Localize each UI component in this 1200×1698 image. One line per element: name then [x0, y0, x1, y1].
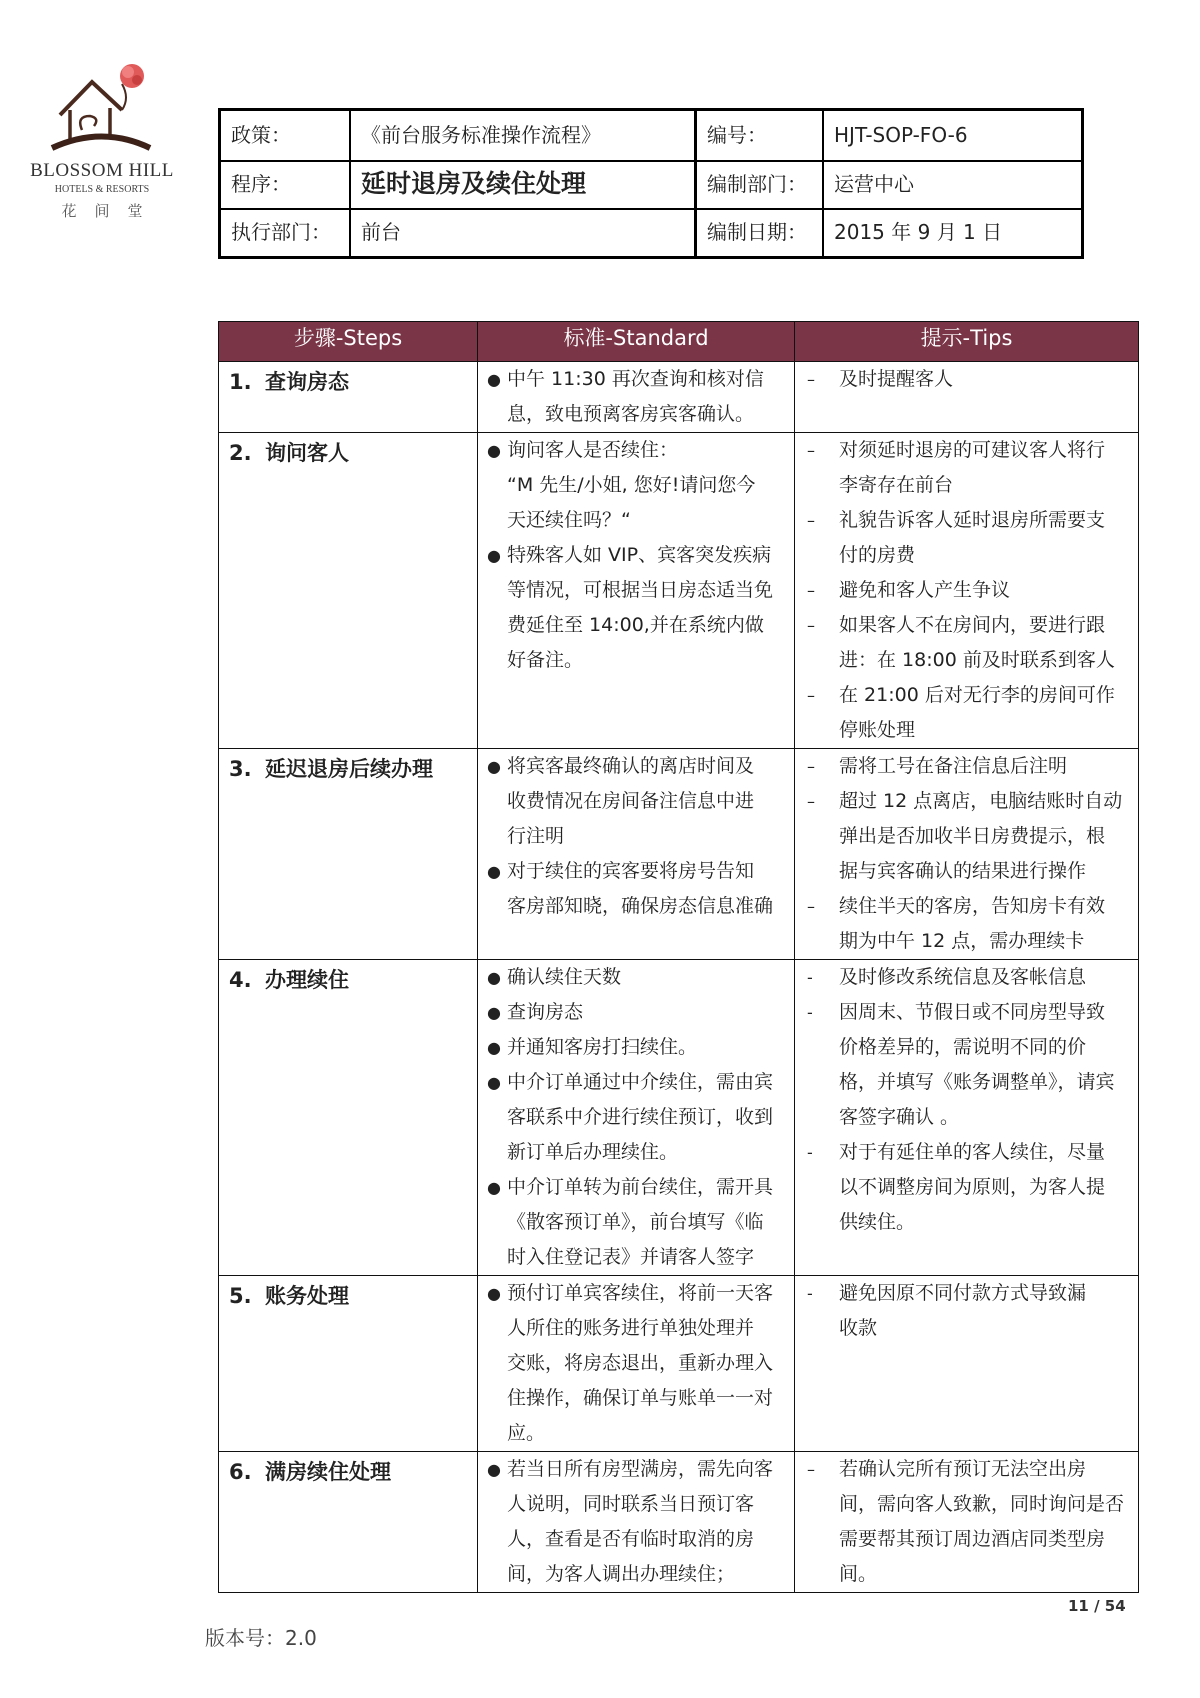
tips-item [807, 1276, 1138, 1346]
table-header-row [219, 322, 1139, 362]
standard-line: 特殊客人如 VIP、宾客突发疾病 [507, 544, 772, 566]
exec-dept-label: 执行部门： [231, 220, 331, 244]
tips-line: 李寄存在前台 [839, 474, 954, 496]
standard-line: 时入住登记表》并请客人签字 [507, 1246, 755, 1268]
step-cell [219, 433, 478, 749]
tips-item [807, 749, 1138, 784]
step-number: 2. [229, 441, 252, 465]
tips-line: 超过 12 点离店，电脑结账时自动 [839, 790, 1123, 812]
tips-line: 及时提醒客人 [839, 368, 954, 390]
tips-line: 供续住。 [839, 1211, 916, 1233]
procedure-label: 程序： [231, 172, 291, 196]
standard-line: 间，为客人调出办理续住； [507, 1563, 736, 1585]
bullet-icon: ● [487, 1003, 501, 1022]
tips-line: 避免因原不同付款方式导致漏 [839, 1282, 1087, 1304]
tips-line: 续住半天的客房，告知房卡有效 [839, 895, 1106, 917]
policy-value: 《前台服务标准操作流程》 [361, 123, 601, 147]
tips-line: 间，需向客人致歉，同时询问是否 [839, 1493, 1125, 1515]
dash-icon: – [807, 792, 815, 811]
standard-line: 收费情况在房间备注信息中进 [507, 790, 755, 812]
standard-item [487, 1452, 794, 1592]
step-number: 5. [229, 1284, 252, 1308]
table-row [219, 960, 1139, 1276]
tips-line: 礼貌告诉客人延时退房所需要支 [839, 509, 1106, 531]
step-cell [219, 1276, 478, 1452]
tips-line: 格，并填写《账务调整单》，请宾 [839, 1071, 1115, 1093]
standard-cell [478, 1452, 795, 1593]
standard-line: 客房部知晓，确保房态信息准确 [507, 895, 774, 917]
step-name: 账务处理 [265, 1284, 349, 1308]
dash-icon: – [807, 441, 815, 460]
tips-line: 进：在 18:00 前及时联系到客人 [839, 649, 1115, 671]
tips-line: 因周末、节假日或不同房型导致 [839, 1001, 1106, 1023]
standard-cell [478, 433, 795, 749]
tips-item [807, 1135, 1138, 1240]
standard-line: “M 先生/小姐, 您好!请问您今 [507, 474, 756, 496]
tips-line: 客签字确认 。 [839, 1106, 960, 1128]
standard-line: 交账，将房态退出，重新办理入 [507, 1352, 774, 1374]
tips-line: 避免和客人产生争议 [839, 579, 1011, 601]
standard-cell [478, 960, 795, 1276]
code-label: 编号： [707, 123, 767, 147]
standard-cell [478, 749, 795, 960]
tips-line: 期为中午 12 点，需办理续卡 [839, 930, 1085, 952]
table-row [219, 1276, 1139, 1452]
bullet-icon: ● [487, 1460, 501, 1479]
step-name: 询问客人 [265, 441, 349, 465]
standard-line: 并通知客房打扫续住。 [507, 1036, 698, 1058]
standard-line: 中午 11:30 再次查询和核对信 [507, 368, 764, 390]
tips-cell [795, 1276, 1139, 1452]
dept-label: 编制部门： [707, 172, 807, 196]
tips-line: 以不调整房间为原则，为客人提 [839, 1176, 1106, 1198]
standard-cell [478, 362, 795, 433]
standard-item [487, 1276, 794, 1451]
tips-item [807, 678, 1138, 748]
standard-line: 人，查看是否有临时取消的房 [507, 1528, 755, 1550]
tips-item [807, 503, 1138, 573]
bullet-icon: ● [487, 370, 501, 389]
logo-subtitle: HOTELS & RESORTS [54, 184, 150, 195]
tips-item [807, 889, 1138, 959]
dash-icon: – [807, 370, 815, 389]
dash-icon: – [807, 616, 815, 635]
step-cell [219, 362, 478, 433]
standard-line: 费延住至 14:00,并在系统内做 [507, 614, 764, 636]
table-row [219, 362, 1139, 433]
standard-line: 预付订单宾客续住，将前一天客 [507, 1282, 774, 1304]
standard-line: 中介订单转为前台续住，需开具 [507, 1176, 774, 1198]
dept-value: 运营中心 [834, 172, 914, 196]
standard-line: 天还续住吗？“ [507, 509, 631, 531]
standard-line: 好备注。 [507, 649, 584, 671]
dash-icon: – [807, 897, 815, 916]
dash-icon: – [807, 757, 815, 776]
standard-item [487, 538, 794, 678]
logo-brand: BLOSSOM HILL [30, 160, 174, 181]
standard-line: 《散客预订单》，前台填写《临 [507, 1211, 764, 1233]
tips-item [807, 573, 1138, 608]
dash-icon: - [807, 1143, 813, 1162]
tips-item [807, 362, 1138, 397]
tips-cell [795, 433, 1139, 749]
tips-item [807, 433, 1138, 503]
page-number: 11 / 54 [1068, 1597, 1126, 1615]
dash-icon: - [807, 1003, 813, 1022]
tips-line: 间。 [839, 1563, 878, 1585]
dash-icon: - [807, 1284, 813, 1303]
tips-line: 及时修改系统信息及客帐信息 [839, 966, 1087, 988]
tips-line: 在 21:00 后对无行李的房间可作 [839, 684, 1115, 706]
exec-dept-value: 前台 [361, 220, 401, 244]
standard-line: 客联系中介进行续住预订，收到 [507, 1106, 774, 1128]
standard-line: 对于续住的宾客要将房号告知 [507, 860, 755, 882]
standard-line: 行注明 [507, 825, 565, 847]
tips-line: 停账处理 [839, 719, 916, 741]
logo-chinese: 花间堂 [61, 202, 161, 220]
tips-line: 对须延时退房的可建议客人将行 [839, 439, 1106, 461]
standard-line: 人所住的账务进行单独处理并 [507, 1317, 755, 1339]
dash-icon: – [807, 1460, 815, 1479]
tips-item [807, 1452, 1138, 1592]
bullet-icon: ● [487, 546, 501, 565]
tips-line: 收款 [839, 1317, 878, 1339]
standard-item [487, 960, 794, 995]
step-cell [219, 960, 478, 1276]
code-value: HJT-SOP-FO-6 [834, 123, 968, 147]
step-number: 4. [229, 968, 252, 992]
date-label: 编制日期： [707, 220, 807, 244]
standard-line: 询问客人是否续住： [507, 439, 679, 461]
tips-cell [795, 749, 1139, 960]
standard-line: 若当日所有房型满房，需先向客 [507, 1458, 774, 1480]
bullet-icon: ● [487, 441, 501, 460]
bullet-icon: ● [487, 1178, 501, 1197]
step-name: 满房续住处理 [265, 1460, 391, 1484]
standard-line: 人说明，同时联系当日预订客 [507, 1493, 755, 1515]
tips-line: 对于有延住单的客人续住，尽量 [839, 1141, 1106, 1163]
tips-item [807, 960, 1138, 995]
standard-line: 将宾客最终确认的离店时间及 [507, 755, 755, 777]
standard-line: 应。 [507, 1422, 546, 1444]
tips-line: 弹出是否加收半日房费提示，根 [839, 825, 1106, 847]
blossom-hill-logo [22, 60, 182, 230]
column-header-tips: 提示-Tips [795, 322, 1139, 362]
procedure-title: 延时退房及续住处理 [361, 169, 587, 198]
dash-icon: – [807, 511, 815, 530]
sop-steps-table [218, 321, 1139, 1593]
standard-item [487, 995, 794, 1030]
standard-item [487, 854, 794, 924]
step-number: 6. [229, 1460, 252, 1484]
tips-cell [795, 1452, 1139, 1593]
step-cell [219, 749, 478, 960]
date-value: 2015 年 9 月 1 日 [834, 220, 1003, 244]
tips-item [807, 608, 1138, 678]
bullet-icon: ● [487, 862, 501, 881]
bullet-icon: ● [487, 1284, 501, 1303]
table-row [219, 433, 1139, 749]
standard-item [487, 749, 794, 854]
tips-line: 付的房费 [839, 544, 916, 566]
tips-line: 据与宾客确认的结果进行操作 [839, 860, 1087, 882]
standard-item [487, 1065, 794, 1170]
policy-label: 政策： [231, 123, 291, 147]
dash-icon: – [807, 581, 815, 600]
step-name: 查询房态 [265, 370, 349, 394]
dash-icon: - [807, 968, 813, 987]
tips-line: 如果客人不在房间内，要进行跟 [839, 614, 1106, 636]
standard-line: 新订单后办理续住。 [507, 1141, 679, 1163]
standard-line: 中介订单通过中介续住，需由宾 [507, 1071, 774, 1093]
bullet-icon: ● [487, 1038, 501, 1057]
column-header-standard: 标准-Standard [478, 322, 795, 362]
standard-cell [478, 1276, 795, 1452]
step-name: 办理续住 [265, 968, 349, 992]
standard-line: 确认续住天数 [507, 966, 622, 988]
step-number: 1. [229, 370, 252, 394]
version-number: 版本号：2.0 [205, 1626, 317, 1650]
step-number: 3. [229, 757, 252, 781]
tips-line: 若确认完所有预订无法空出房 [839, 1458, 1087, 1480]
tips-cell [795, 362, 1139, 433]
dash-icon: – [807, 686, 815, 705]
standard-item [487, 433, 794, 538]
step-name: 延迟退房后续办理 [265, 757, 433, 781]
standard-item [487, 362, 794, 432]
house-flower-logo-icon [22, 60, 182, 160]
tips-item [807, 995, 1138, 1135]
table-row [219, 749, 1139, 960]
tips-line: 需要帮其预订周边酒店同类型房 [839, 1528, 1106, 1550]
tips-line: 需将工号在备注信息后注明 [839, 755, 1068, 777]
tips-line: 价格差异的，需说明不同的价 [839, 1036, 1087, 1058]
standard-line: 住操作，确保订单与账单一一对 [507, 1387, 774, 1409]
standard-item [487, 1170, 794, 1275]
document-info-table [218, 108, 1084, 259]
standard-line: 查询房态 [507, 1001, 584, 1023]
bullet-icon: ● [487, 968, 501, 987]
standard-line: 等情况，可根据当日房态适当免 [507, 579, 774, 601]
table-row [219, 1452, 1139, 1593]
step-cell [219, 1452, 478, 1593]
bullet-icon: ● [487, 757, 501, 776]
bullet-icon: ● [487, 1073, 501, 1092]
column-header-steps: 步骤-Steps [219, 322, 478, 362]
tips-cell [795, 960, 1139, 1276]
standard-line: 息，致电预离客房宾客确认。 [507, 403, 755, 425]
tips-item [807, 784, 1138, 889]
standard-item [487, 1030, 794, 1065]
